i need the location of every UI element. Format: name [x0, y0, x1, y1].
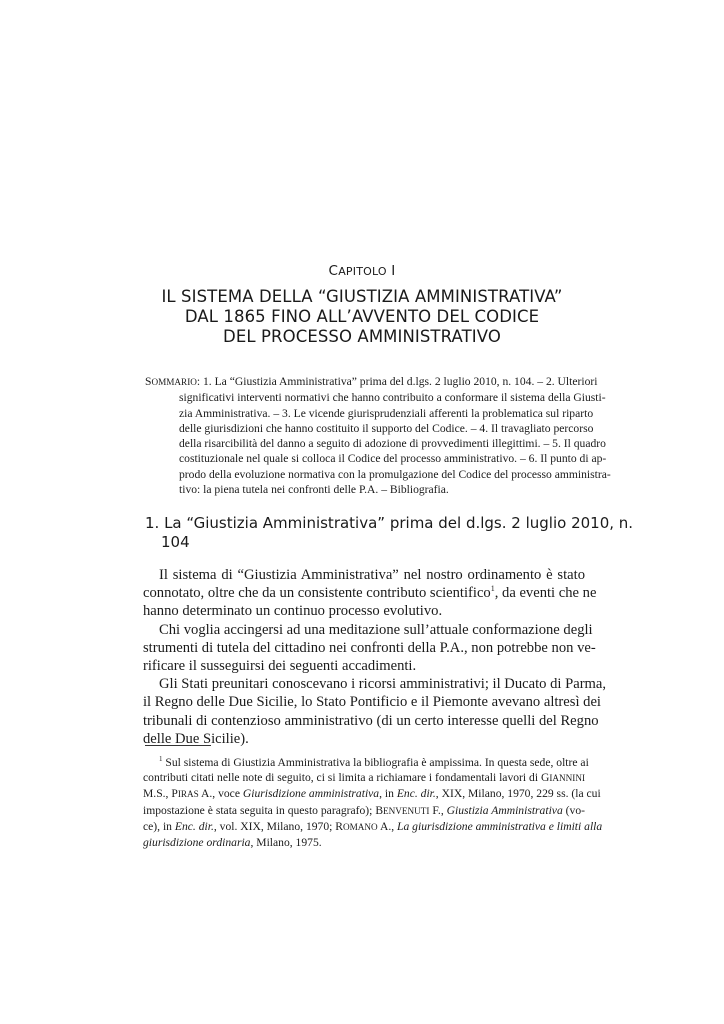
paragraph-line: [143, 584, 597, 602]
paragraph-line: hanno determinato un continuo processo evolutivo.: [143, 603, 443, 620]
chapter-label: [0, 263, 724, 279]
chapter-number: I: [391, 263, 396, 279]
summary-block: [145, 374, 611, 497]
footnote-number: 1: [159, 755, 163, 763]
paragraph-text: connotato, oltre che da un consistente contributo scientifico: [143, 585, 491, 602]
paragraph-line: Gli Stati preunitari conoscevano i ricorsi amministrativi; il Ducato di Parma,: [159, 676, 607, 693]
summary-label-initial: S: [145, 375, 152, 388]
author-initial: P: [171, 787, 178, 801]
summary-line: prodo della evoluzione normativa con la promulgazione del Codice del processo amministra-: [179, 467, 611, 481]
footnote-text: impostazione è stata seguita in questo paragrafo);: [143, 803, 376, 817]
footnote-reference[interactable]: 1: [490, 584, 495, 594]
section-heading-line: 104: [161, 533, 190, 551]
author-name: ENVENUTI: [383, 805, 430, 816]
summary-line: tivo: la piena tutela nei confronti delle P.A. – Bibliografia.: [179, 483, 449, 497]
work-title: Enc. dir.: [174, 819, 214, 833]
work-title: Giurisdizione amministrativa: [242, 787, 380, 801]
paragraph-line: delle Due Sicilie).: [143, 730, 249, 747]
work-title: La giurisdizione amministrativa e limiti alla: [397, 819, 603, 833]
author-name: IANNINI: [549, 773, 586, 784]
chapter-title: [100, 287, 624, 347]
footnote-separator: [145, 745, 211, 746]
chapter-label-rest: APITOLO: [338, 265, 387, 278]
work-title: Enc. dir.: [396, 787, 436, 801]
footnote-line: [143, 770, 585, 786]
body-text: [143, 566, 607, 748]
work-title: Giustizia Amministrativa: [446, 803, 563, 817]
footnote-line: [143, 819, 603, 835]
footnote-line: [143, 835, 585, 850]
summary-line: delle giurisdizioni che hanno costituito il supporto del Codice. – 4. Il travagliato percorso: [179, 421, 594, 435]
section-heading: [145, 514, 634, 552]
footnote-text: A.,: [377, 819, 398, 833]
paragraph-line: tribunali di contenzioso amministrativo (di un certo interesse quelli del Regno: [143, 712, 599, 729]
paragraph-line: Il sistema di “Giustizia Amministrativa” nel nostro ordinamento è stato: [159, 567, 585, 583]
summary-label-rest: OMMARIO: [151, 377, 197, 387]
summary-line: significativi interventi normativi che hanno contribuito a conformare il sistema della Giusti-: [179, 391, 606, 405]
footnote-text: Sul sistema di Giustizia Amministrativa la bibliografia è ampissima. In questa sede, oltre ai: [162, 756, 589, 769]
author-initial: R: [335, 819, 343, 833]
footnote-text: A., voce: [198, 787, 243, 801]
section-heading-line: 1. La “Giustizia Amministrativa” prima del d.lgs. 2 luglio 2010, n.: [145, 514, 634, 532]
paragraph-line: il Regno delle Due Sicilie, lo Stato Pontificio e il Piemonte avevano altresì dei: [143, 694, 601, 711]
paragraph-line: Chi voglia accingersi ad una meditazione sull’attuale conformazione degli: [159, 621, 593, 638]
chapter-title-line: IL SISTEMA DELLA “GIUSTIZIA AMMINISTRATIVA”: [161, 287, 563, 306]
summary-line: [145, 374, 598, 390]
footnote-text: F.,: [429, 803, 447, 817]
chapter-label-initial: C: [328, 263, 339, 279]
paragraph-line: strumenti di tutela del cittadino nei confronti della P.A., non potrebbe non ve-: [143, 639, 596, 656]
summary-line: zia Amministrativa. – 3. Le vicende giurisprudenziali afferenti la problematica sul riparto: [179, 406, 594, 420]
footnote-text: , Milano, 1975.: [250, 836, 322, 850]
summary-line: costituzionale nel quale si colloca il Codice del processo amministrativo. – 6. Il punto di ap-: [179, 452, 607, 466]
footnotes: [143, 755, 603, 850]
footnote-line: [143, 786, 601, 802]
work-title: giurisdizione ordinaria: [143, 836, 251, 850]
author-name: IRAS: [177, 789, 199, 800]
footnote-line: [143, 803, 585, 819]
author-name: OMANO: [342, 821, 378, 832]
footnote-line: [143, 755, 589, 770]
chapter-title-line: DAL 1865 FINO ALL’AVVENTO DEL CODICE: [184, 307, 540, 326]
chapter-title-line: DEL PROCESSO AMMINISTRATIVO: [223, 327, 501, 346]
paragraph-line: rificare il susseguirsi dei seguenti accadimenti.: [143, 658, 417, 675]
footnote-text: (vo-: [562, 803, 585, 817]
author-initial: G: [540, 771, 550, 785]
footnote-text: , in: [379, 787, 397, 801]
footnote-text: , vol. XIX, Milano, 1970;: [213, 819, 336, 833]
footnote-text: , XIX, Milano, 1970, 229 ss. (la cui: [435, 787, 601, 801]
author-initial: B: [375, 803, 384, 817]
summary-text: : 1. La “Giustizia Amministrativa” prima del d.lgs. 2 luglio 2010, n. 104. – 2. Ulteriori: [196, 375, 598, 388]
paragraph-text: , da eventi che ne: [494, 585, 597, 602]
footnote-text: ce), in: [143, 819, 175, 833]
footnote-text: M.S.,: [143, 787, 172, 801]
summary-line: della risarcibilità del danno a seguito di adozione di provvedimenti illegittimi. – 5. Il quadro: [179, 437, 606, 451]
footnote-text: contributi citati nelle note di seguito, ci si limita a richiamare i fondamentali lavori di: [143, 771, 541, 785]
